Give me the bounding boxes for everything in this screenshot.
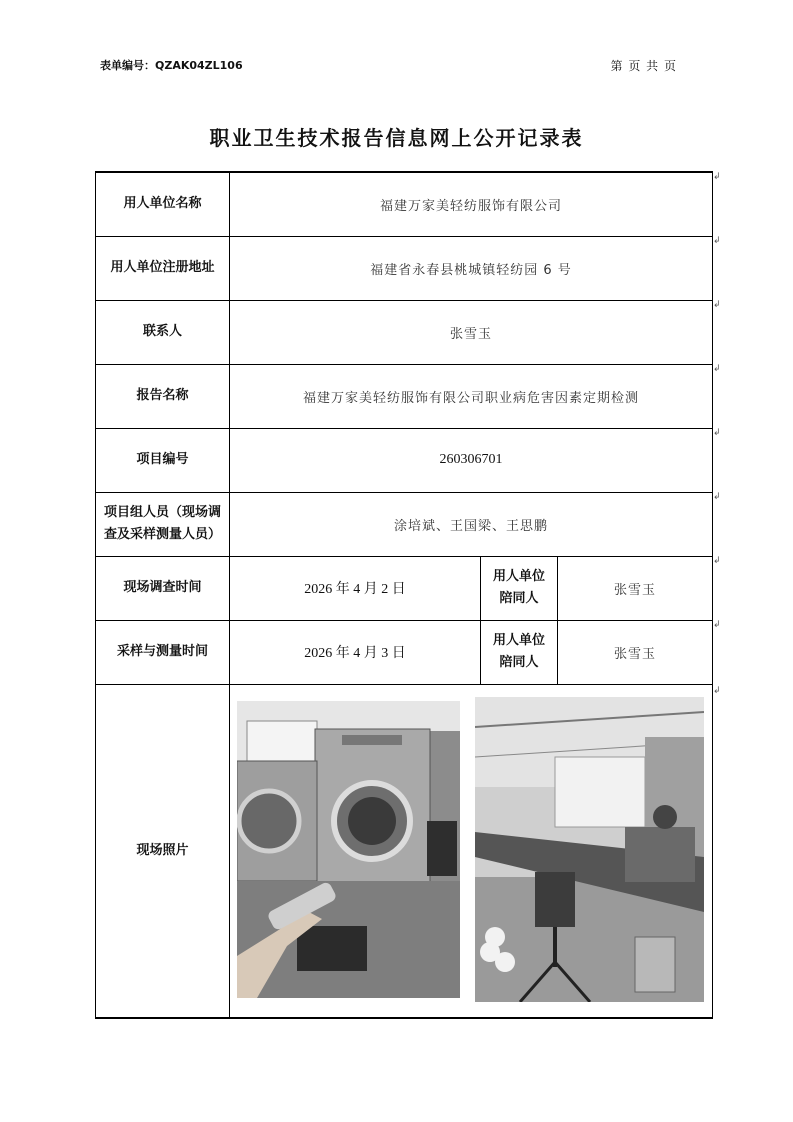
survey-companion-label-line1: 用人单位 bbox=[492, 569, 545, 584]
paragraph-mark: ↲ bbox=[713, 686, 721, 696]
project-no-value: 260306701 bbox=[230, 428, 713, 492]
paragraph-mark: ↲ bbox=[713, 620, 721, 630]
photos-cell bbox=[230, 684, 713, 1018]
unit-name-label: 用人单位名称 bbox=[96, 172, 230, 236]
form-number: 表单编号：QZAK04ZL106 bbox=[100, 59, 243, 72]
paragraph-mark: ↲ bbox=[713, 556, 721, 566]
survey-companion-label bbox=[481, 556, 558, 620]
unit-address-value: 福建省永春县桃城镇轻纺园 6 号 bbox=[230, 236, 713, 300]
paragraph-mark: ↲ bbox=[713, 236, 721, 246]
page-title: 职业卫生技术报告信息网上公开记录表 bbox=[209, 126, 584, 150]
sampling-companion-label-line1: 用人单位 bbox=[492, 633, 545, 648]
team-label-line1: 项目组人员（现场调 bbox=[103, 505, 221, 520]
sampling-companion-value: 张雪玉 bbox=[558, 620, 713, 684]
survey-companion-value: 张雪玉 bbox=[558, 556, 713, 620]
paragraph-mark: ↲ bbox=[713, 492, 721, 502]
sampling-companion-label bbox=[481, 620, 558, 684]
project-no-label: 项目编号 bbox=[96, 428, 230, 492]
survey-companion-label-line2: 陪同人 bbox=[499, 591, 539, 606]
paragraph-mark: ↲ bbox=[713, 300, 721, 310]
page-indicator: 第 页 共 页 bbox=[610, 59, 677, 73]
survey-time-label: 现场调查时间 bbox=[96, 556, 230, 620]
photos-label: 现场照片 bbox=[96, 684, 230, 1018]
sampling-companion-label-line2: 陪同人 bbox=[499, 655, 539, 670]
paragraph-mark: ↲ bbox=[713, 364, 721, 374]
unit-address-label: 用人单位注册地址 bbox=[96, 236, 230, 300]
paragraph-mark: ↲ bbox=[713, 428, 721, 438]
sampling-time-label: 采样与测量时间 bbox=[96, 620, 230, 684]
record-table bbox=[95, 171, 713, 1019]
site-photo-washers bbox=[237, 701, 460, 998]
contact-value: 张雪玉 bbox=[230, 300, 713, 364]
site-photo-workshop bbox=[475, 697, 704, 1002]
report-name-value: 福建万家美轻纺服饰有限公司职业病危害因素定期检测 bbox=[230, 364, 713, 428]
team-label-line2: 查及采样测量人员） bbox=[103, 527, 221, 542]
paragraph-mark: ↲ bbox=[713, 172, 721, 182]
contact-label: 联系人 bbox=[96, 300, 230, 364]
unit-name-value: 福建万家美轻纺服饰有限公司 bbox=[230, 172, 713, 236]
sampling-time-value: 2026 年 4 月 3 日 bbox=[230, 620, 481, 684]
survey-time-value: 2026 年 4 月 2 日 bbox=[230, 556, 481, 620]
team-label bbox=[96, 492, 230, 556]
team-value: 涂培斌、王国梁、王思鹏 bbox=[230, 492, 713, 556]
report-name-label: 报告名称 bbox=[96, 364, 230, 428]
